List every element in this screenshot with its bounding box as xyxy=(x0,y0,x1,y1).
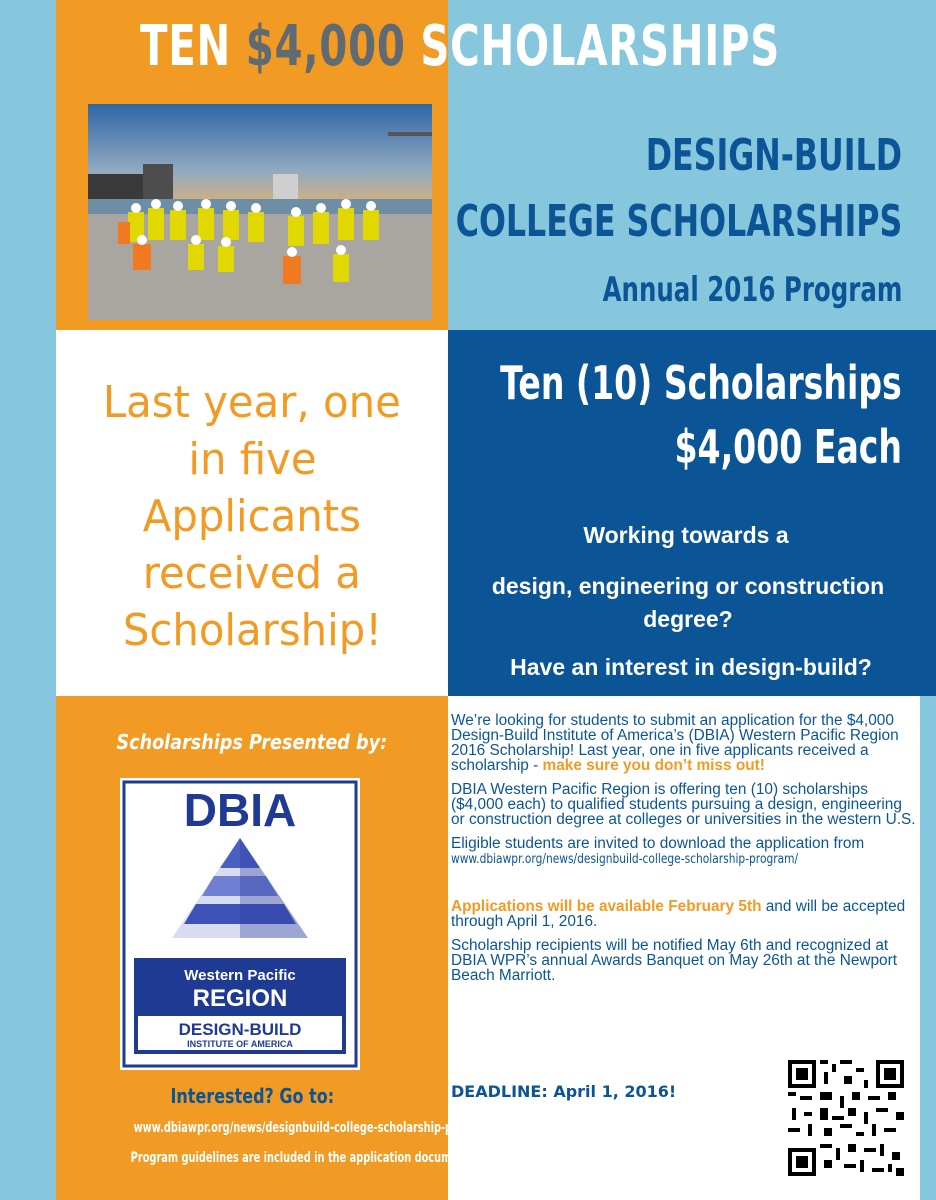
left-margin-strip xyxy=(0,0,56,1200)
callout-line: in five xyxy=(187,434,317,485)
guidelines-note xyxy=(56,1150,480,1166)
right-margin-strip xyxy=(920,696,936,1200)
question-interest: Have an interest in design-build? xyxy=(510,654,872,680)
scholarship-link-text[interactable]: www.dbiawpr.org/news/designbuild-college-scholarship-program/ xyxy=(133,1120,496,1136)
interested-label: Interested? Go to: xyxy=(170,1084,334,1108)
callout-line: Scholarship! xyxy=(122,605,382,656)
offer-amount: $4,000 Each xyxy=(674,420,902,474)
intro-text: We’re looking for students to submit an application for the $4,000 Design-Build Institute of America’s (DBIA) Western Pacific Region 2016 Scholarship! Last year, one in five applicants received a scholarship - xyxy=(451,712,899,774)
qr-code[interactable] xyxy=(788,1060,904,1176)
presented-by-label: Scholarships Presented by: xyxy=(116,730,388,754)
headline xyxy=(140,14,780,79)
scholarship-link[interactable] xyxy=(56,1120,496,1136)
paragraph-download xyxy=(451,836,917,867)
availability-highlight: Applications will be available February 5th xyxy=(451,898,762,915)
callout-line: received a xyxy=(142,548,362,599)
question-working-towards: Working towards a xyxy=(583,522,789,548)
deadline: DEADLINE: April 1, 2016! xyxy=(451,1082,677,1101)
logo-design-build: DESIGN-BUILD xyxy=(178,1020,302,1039)
paragraph-notification: Scholarship recipients will be notified May 6th and recognized at DBIA WPR’s annual Awards Banquet on May 26th at the Newport Beach Marriott. xyxy=(451,937,898,984)
group-photo xyxy=(88,104,432,320)
guidelines-text: Program guidelines are included in the application documents. xyxy=(130,1150,480,1166)
title-design-build: DESIGN-BUILD xyxy=(645,130,902,181)
availability-text: and will be accepted through April 1, 2016. xyxy=(451,898,906,930)
paragraph-intro xyxy=(451,713,917,773)
title-college-scholarships: COLLEGE SCHOLARSHIPS xyxy=(455,196,902,247)
interested-heading xyxy=(56,1084,448,1108)
details-text xyxy=(451,713,917,992)
callout-line: Last year, one xyxy=(103,377,401,428)
dbia-logo xyxy=(120,778,360,1070)
one-in-five-callout xyxy=(62,374,442,659)
headline-post: SCHOLARSHIPS xyxy=(420,14,781,79)
paragraph-availability xyxy=(451,899,917,929)
offer-count: Ten (10) Scholarships xyxy=(500,356,902,410)
logo-western-pacific: Western Pacific xyxy=(184,967,296,984)
logo-dbia: DBIA xyxy=(183,784,297,836)
headline-pre: TEN xyxy=(140,14,231,79)
callout-line: Applicants xyxy=(142,491,362,542)
headline-amount: $4,000 xyxy=(245,14,406,79)
download-text: Eligible students are invited to download the application from xyxy=(451,835,865,852)
intro-highlight: make sure you don’t miss out! xyxy=(542,757,765,774)
paragraph-offer: DBIA Western Pacific Region is offering ten (10) scholarships ($4,000 each) to qualified students pursuing a design, engineering or construction degree at colleges or universities in the western U.S. xyxy=(451,781,916,828)
logo-region: REGION xyxy=(192,985,288,1012)
title-annual-program: Annual 2016 Program xyxy=(602,270,902,310)
presented-by xyxy=(56,730,448,754)
logo-institute: INSTITUTE OF AMERICA xyxy=(187,1039,293,1049)
question-degree: design, engineering or construction degree? xyxy=(491,573,885,632)
download-link[interactable]: www.dbiawpr.org/news/designbuild-college-scholarship-program/ xyxy=(451,852,799,867)
